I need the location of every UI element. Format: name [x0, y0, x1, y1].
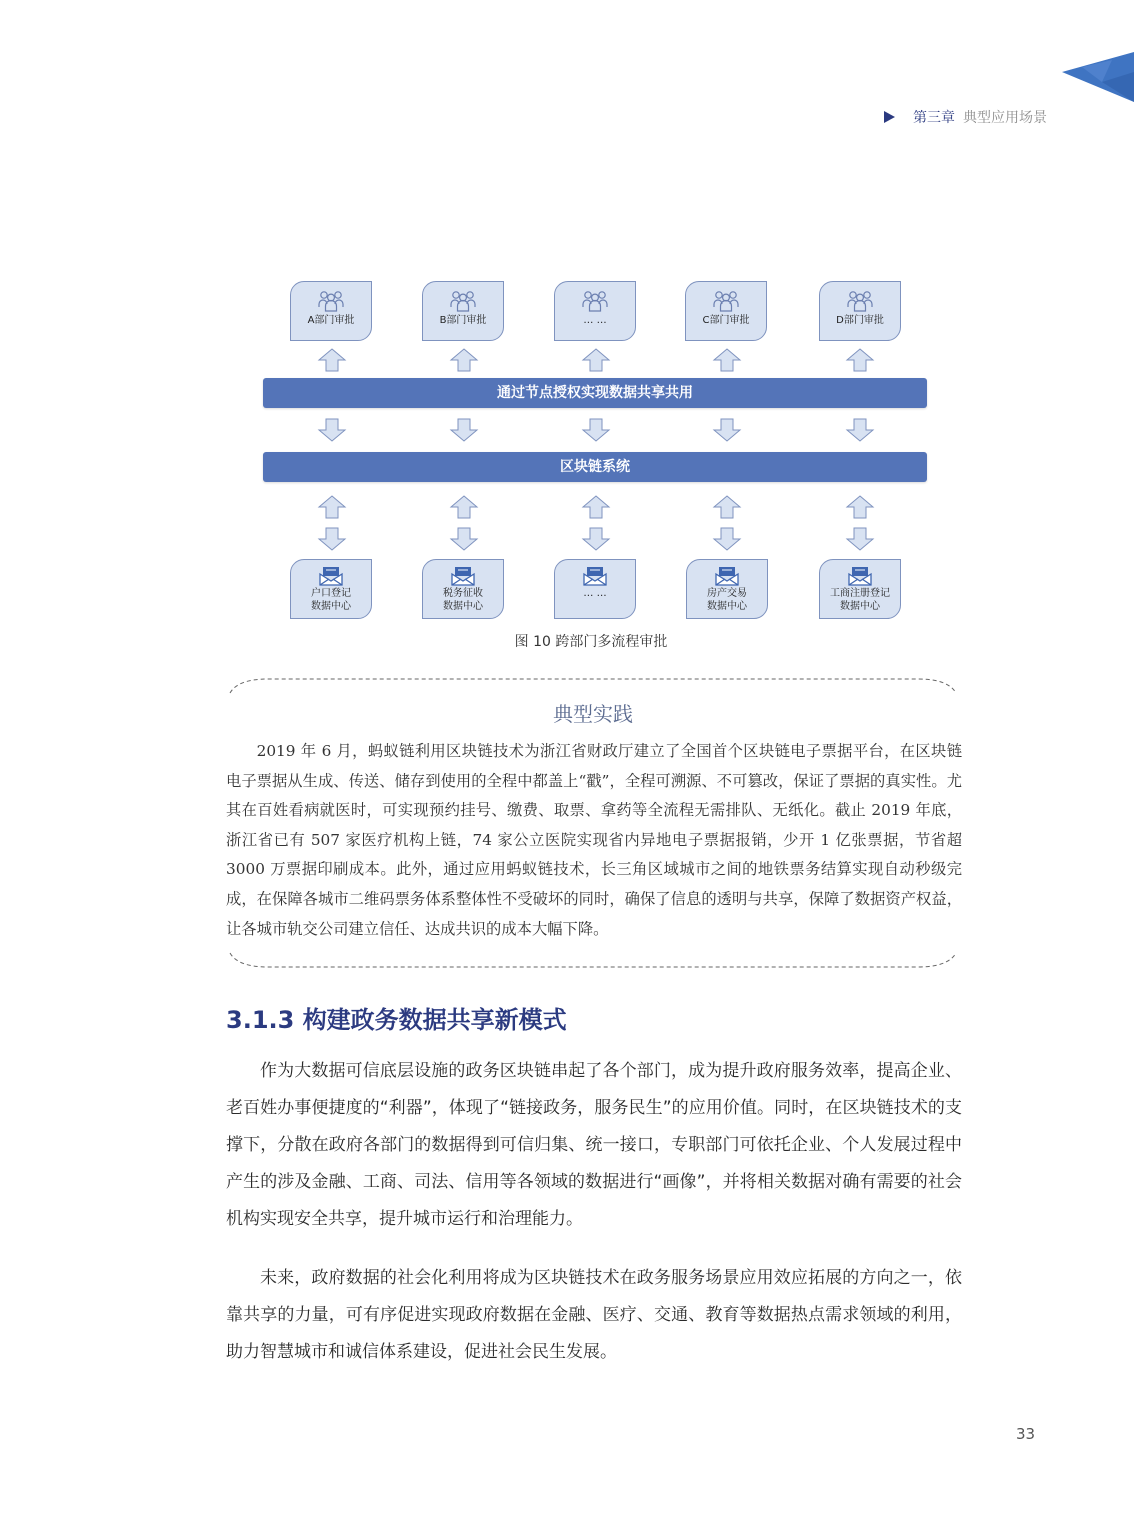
- bottom-node-tax: [422, 559, 504, 619]
- people-group-icon: [581, 290, 609, 312]
- authorization-bar: 通过节点授权实现数据共享共用: [263, 378, 927, 408]
- envelope-icon: [451, 566, 475, 586]
- node-label: D部门审批: [836, 315, 884, 326]
- play-arrow-icon: [884, 111, 895, 123]
- node-label-line2: 数据中心: [311, 601, 351, 612]
- node-label: C部门审批: [702, 315, 750, 326]
- arrow-down-icon: [317, 527, 347, 551]
- top-node-a: [290, 281, 372, 341]
- chapter-number: 第三章: [913, 110, 955, 126]
- bottom-node-property: [686, 559, 768, 619]
- page-number: 33: [1016, 1425, 1036, 1443]
- arrow-up-icon: [712, 495, 742, 519]
- envelope-icon: [319, 566, 343, 586]
- node-label-line1: 户口登记: [311, 588, 351, 599]
- arrow-down-icon: [845, 527, 875, 551]
- chapter-header: [884, 107, 1047, 127]
- bottom-node-business: [819, 559, 901, 619]
- blockchain-system-bar: 区块链系统: [263, 452, 927, 482]
- bottom-node-ellipsis: [554, 559, 636, 619]
- top-node-ellipsis: [554, 281, 636, 341]
- node-label-line1: 房产交易: [707, 588, 747, 599]
- arrow-down-icon: [712, 418, 742, 442]
- figure-caption: 图 10 跨部门多流程审批: [514, 634, 668, 650]
- top-node-c: [685, 281, 767, 341]
- section-heading: 3.1.3 构建政务数据共享新模式: [226, 1006, 567, 1034]
- arrow-up-icon: [712, 348, 742, 372]
- arrow-up-icon: [317, 495, 347, 519]
- arrow-down-icon: [581, 527, 611, 551]
- node-label-line2: 数据中心: [707, 601, 747, 612]
- envelope-icon: [583, 566, 607, 586]
- arrow-down-icon: [449, 418, 479, 442]
- envelope-icon: [848, 566, 872, 586]
- node-label: B部门审批: [439, 315, 487, 326]
- people-group-icon: [712, 290, 740, 312]
- node-label-line1: 税务征收: [443, 588, 483, 599]
- node-label-line2: 数据中心: [443, 601, 483, 612]
- arrow-up-icon: [845, 495, 875, 519]
- arrow-up-icon: [581, 348, 611, 372]
- node-label: A部门审批: [307, 315, 355, 326]
- arrow-down-icon: [449, 527, 479, 551]
- node-label: … …: [583, 315, 607, 326]
- arrow-up-icon: [317, 348, 347, 372]
- top-node-b: [422, 281, 504, 341]
- envelope-icon: [715, 566, 739, 586]
- arrow-down-icon: [845, 418, 875, 442]
- people-group-icon: [449, 290, 477, 312]
- practice-title: 典型实践: [553, 702, 633, 726]
- people-group-icon: [846, 290, 874, 312]
- top-node-d: [819, 281, 901, 341]
- arrow-up-icon: [449, 495, 479, 519]
- arrow-up-icon: [449, 348, 479, 372]
- node-label-line1: … …: [583, 588, 607, 599]
- bottom-node-household: [290, 559, 372, 619]
- arrow-up-icon: [581, 495, 611, 519]
- corner-decoration-icon: [1062, 52, 1134, 102]
- people-group-icon: [317, 290, 345, 312]
- arrow-up-icon: [845, 348, 875, 372]
- node-label-line2: 数据中心: [840, 601, 880, 612]
- arrow-down-icon: [581, 418, 611, 442]
- practice-text: 2019 年 6 月，蚂蚁链利用区块链技术为浙江省财政厅建立了全国首个区块链电子票据平台，在区块链电子票据从生成、传送、储存到使用的全程中都盖上“戳”，全程可溯源、不可篡改，保证了票据的真实性。尤其在百姓看病就医时，可实现预约挂号、缴费、取票、拿药等全流程无需排队、无纸化。截止 2019 年底，浙江省已有 507 家医疗机构上链，74 家公立医院实现省内异地电子票据报销，少开 1 亿张票据，节省超 3000 万票据印刷成本。此外，通过应用蚂蚁链技术，长三角区域城市之间的地铁票务结算实现自动秒级完成，在保障各城市二维码票务体系整体性不受破坏的同时，确保了信息的透明与共享，保障了数据资产权益，让各城市轨交公司建立信任、达成共识的成本大幅下降。: [226, 742, 962, 938]
- arrow-down-icon: [712, 527, 742, 551]
- chapter-title: 典型应用场景: [963, 110, 1047, 126]
- node-label-line1: 工商注册登记: [830, 588, 890, 599]
- body-paragraph-2: 未来，政府数据的社会化利用将成为区块链技术在政务服务场景应用效应拓展的方向之一，依靠共享的力量，可有序促进实现政府数据在金融、医疗、交通、教育等数据热点需求领域的利用，助力智慧城市和诚信体系建设，促进社会民生发展。: [226, 1268, 962, 1362]
- body-paragraph-1: 作为大数据可信底层设施的政务区块链串起了各个部门，成为提升政府服务效率，提高企业、老百姓办事便捷度的“利器”，体现了“链接政务，服务民生”的应用价值。同时，在区块链技术的支撑下，分散在政府各部门的数据得到可信归集、统一接口，专职部门可依托企业、个人发展过程中产生的涉及金融、工商、司法、信用等各领域的数据进行“画像”，并将相关数据对确有需要的社会机构实现安全共享，提升城市运行和治理能力。: [226, 1061, 962, 1229]
- arrow-down-icon: [317, 418, 347, 442]
